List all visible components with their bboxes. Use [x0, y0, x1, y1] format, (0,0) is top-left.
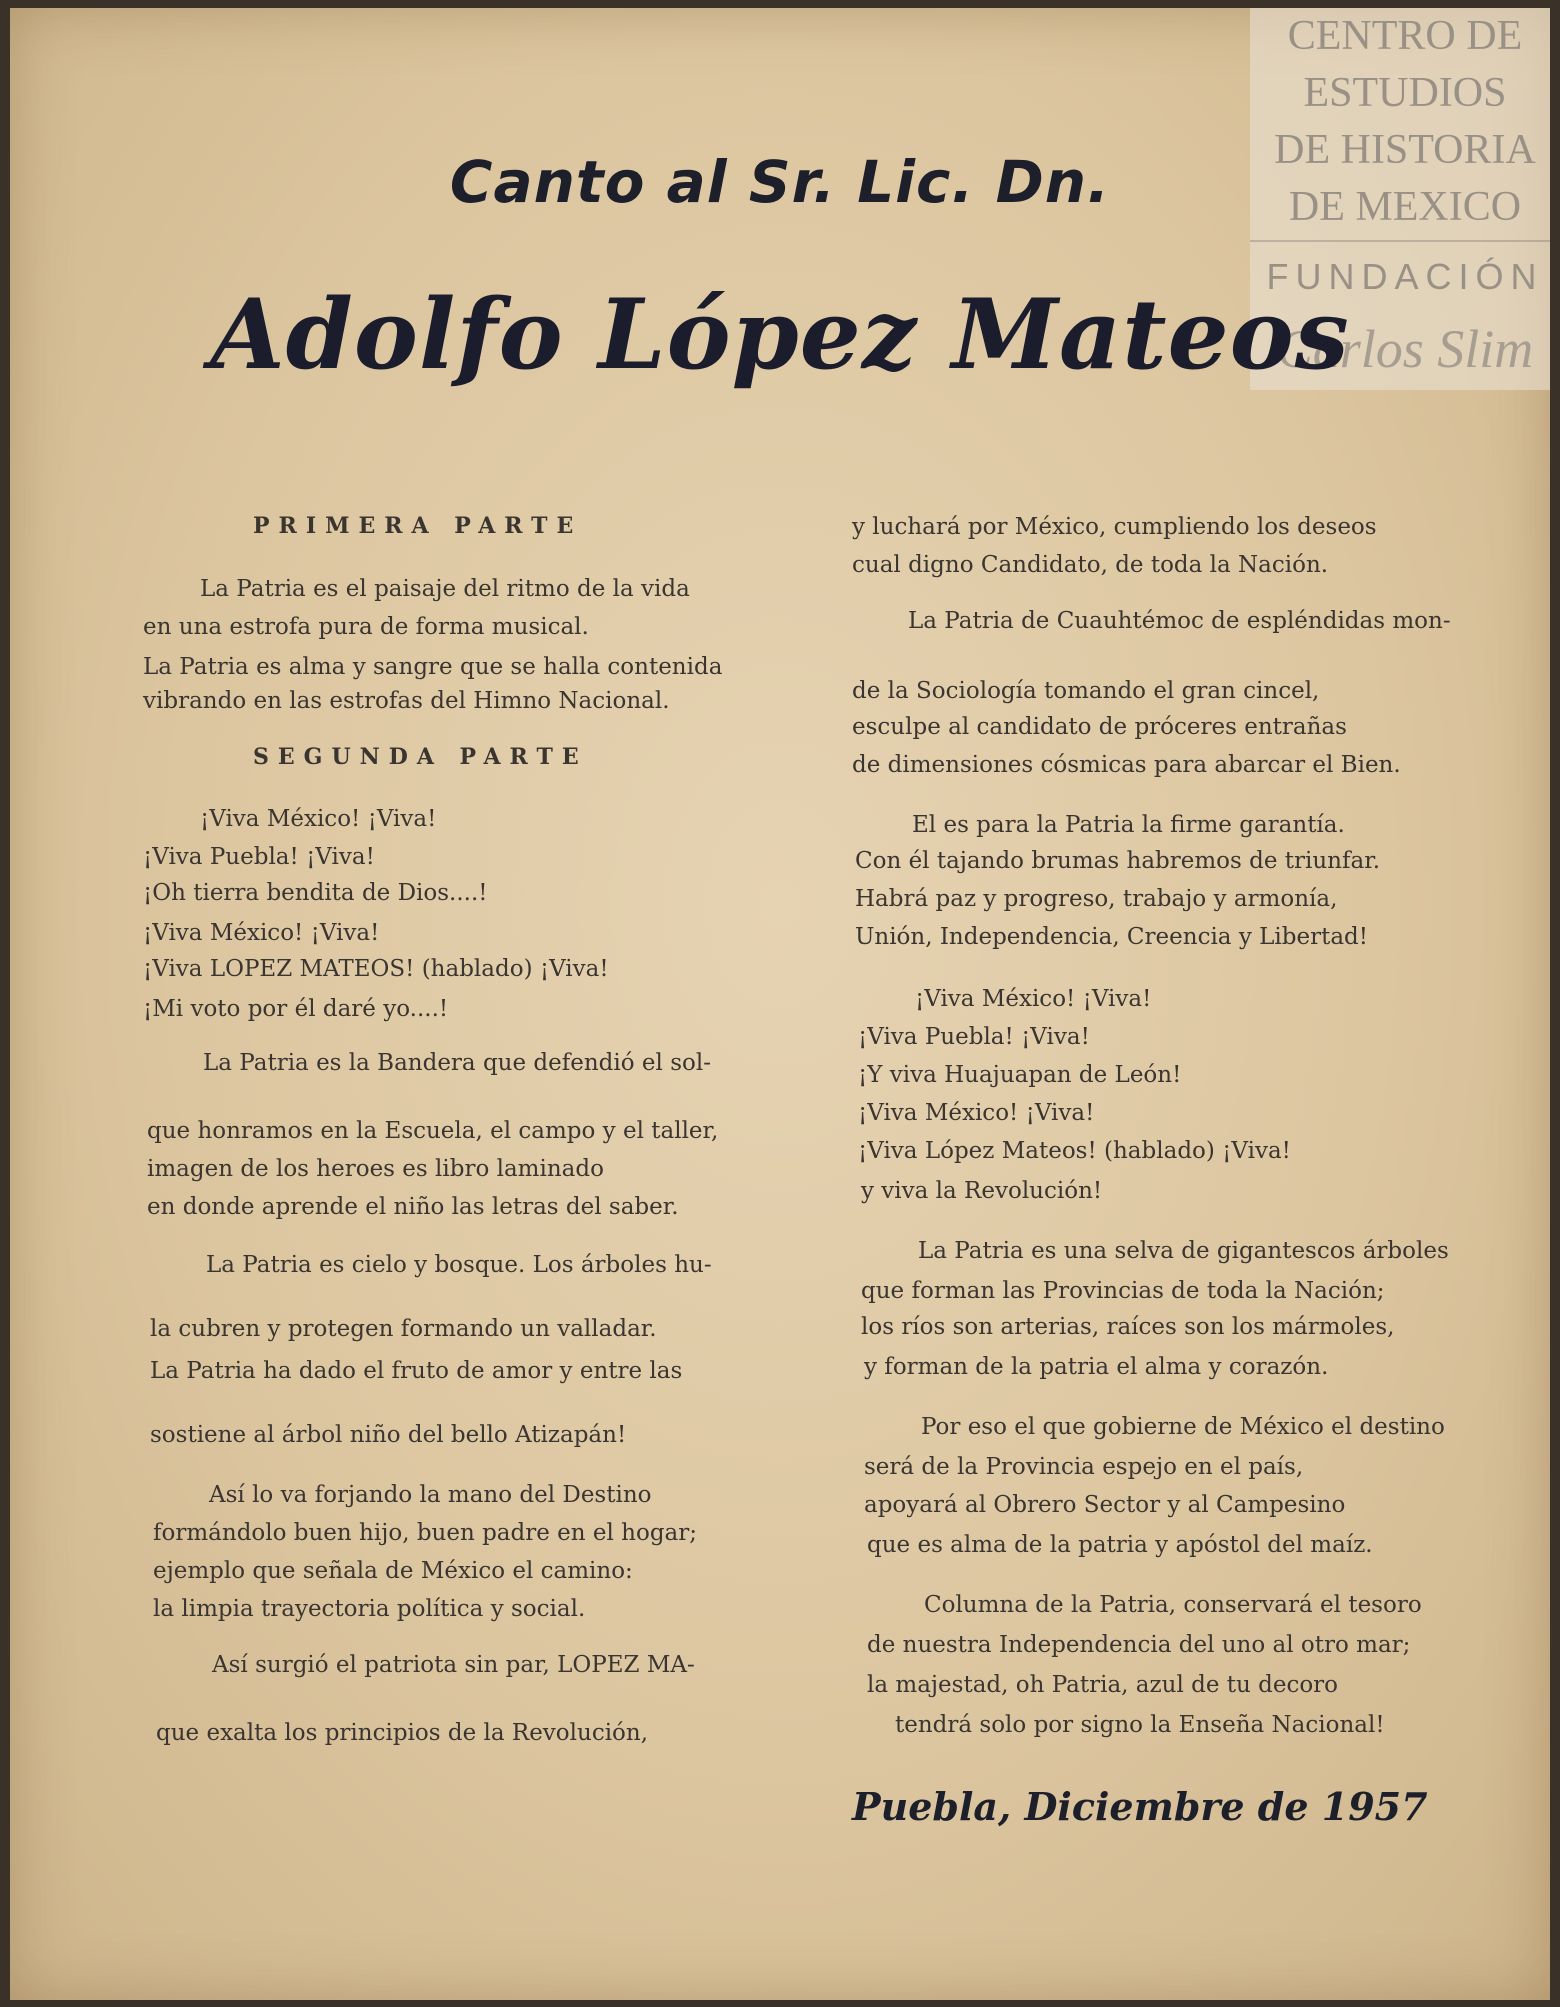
- watermark-line: DE HISTORIA: [1274, 127, 1536, 173]
- poem-line: de la Sociología tomando el gran cincel,: [852, 678, 1320, 704]
- poem-line: sostiene al árbol niño del bello Atizapán!: [150, 1422, 627, 1448]
- poem-line: La Patria es alma y sangre que se halla contenida: [143, 654, 723, 680]
- poem-line: ejemplo que señala de México el camino:: [153, 1558, 633, 1584]
- poem-line: ¡Viva México! ¡Viva!: [200, 806, 437, 832]
- poem-line: Habrá paz y progreso, trabajo y armonía,: [855, 886, 1338, 912]
- poem-line: El es para la Patria la firme garantía.: [912, 812, 1345, 838]
- poem-line: en donde aprende el niño las letras del saber.: [147, 1194, 679, 1220]
- poem-line: apoyará al Obrero Sector y al Campesino: [864, 1492, 1346, 1518]
- poem-line: Por eso el que gobierne de México el destino: [921, 1414, 1445, 1440]
- poem-line: y forman de la patria el alma y corazón.: [864, 1354, 1329, 1380]
- poem-line: La Patria ha dado el fruto de amor y entre las: [150, 1358, 683, 1384]
- poem-line: La Patria es una selva de gigantescos árboles: [918, 1238, 1449, 1264]
- poem-line: la cubren y protegen formando un valladar.: [150, 1316, 657, 1342]
- document-page: [10, 8, 1550, 2000]
- poem-line: La Patria es el paisaje del ritmo de la vida: [200, 576, 690, 602]
- title-dedication: Canto al Sr. Lic. Dn.: [449, 148, 1111, 216]
- poem-line: la limpia trayectoria política y social.: [153, 1596, 586, 1622]
- watermark-line: ESTUDIOS: [1303, 70, 1507, 116]
- poem-line: esculpe al candidato de próceres entrañas: [852, 714, 1347, 740]
- poem-line: de nuestra Independencia del uno al otro mar;: [867, 1632, 1411, 1658]
- watermark-line: CENTRO DE: [1287, 13, 1523, 59]
- poem-line: y viva la Revolución!: [861, 1178, 1103, 1204]
- section-heading: PRIMERA PARTE: [253, 513, 583, 539]
- poem-line: Unión, Independencia, Creencia y Libertad!: [855, 924, 1369, 950]
- poem-line: La Patria es cielo y bosque. Los árboles hu-: [206, 1252, 712, 1278]
- poem-line: ¡Viva México! ¡Viva!: [915, 986, 1152, 1012]
- place-date-footer: Puebla, Diciembre de 1957: [852, 1784, 1428, 1829]
- poem-line: vibrando en las estrofas del Himno Nacional.: [143, 688, 670, 714]
- watermark-divider: [1250, 240, 1550, 242]
- poem-line: ¡Viva Puebla! ¡Viva!: [858, 1024, 1090, 1050]
- poem-line: los ríos son arterias, raíces son los mármoles,: [861, 1314, 1395, 1340]
- poem-line: ¡Mi voto por él daré yo....!: [143, 996, 449, 1022]
- poem-line: La Patria de Cuauhtémoc de espléndidas mon-: [908, 608, 1451, 634]
- poem-line: Así lo va forjando la mano del Destino: [209, 1482, 652, 1508]
- watermark-signature: Carlos Slim: [1276, 319, 1534, 379]
- poem-line: será de la Provincia espejo en el país,: [864, 1454, 1304, 1480]
- poem-line: y luchará por México, cumpliendo los deseos: [852, 514, 1377, 540]
- poem-line: la majestad, oh Patria, azul de tu decoro: [867, 1672, 1339, 1698]
- poem-line: ¡Viva LOPEZ MATEOS! (hablado) ¡Viva!: [143, 956, 609, 982]
- poem-line: imagen de los heroes es libro laminado: [147, 1156, 604, 1182]
- poem-line: Columna de la Patria, conservará el tesoro: [924, 1592, 1422, 1618]
- poem-line: que honramos en la Escuela, el campo y el taller,: [147, 1118, 719, 1144]
- watermark-line: DE MEXICO: [1288, 184, 1522, 230]
- poem-line: que es alma de la patria y apóstol del maíz.: [867, 1532, 1373, 1558]
- poem-line: que forman las Provincias de toda la Nación;: [861, 1278, 1385, 1304]
- poem-line: formándolo buen hijo, buen padre en el hogar;: [153, 1520, 698, 1546]
- poem-line: en una estrofa pura de forma musical.: [143, 614, 589, 640]
- poem-line: Así surgió el patriota sin par, LOPEZ MA-: [212, 1652, 695, 1678]
- poem-line: ¡Viva Puebla! ¡Viva!: [143, 844, 375, 870]
- title-name: Adolfo López Mateos: [210, 278, 1350, 391]
- poem-line: ¡Viva México! ¡Viva!: [858, 1100, 1095, 1126]
- poem-line: cual digno Candidato, de toda la Nación.: [852, 552, 1329, 578]
- poem-line: de dimensiones cósmicas para abarcar el Bien.: [852, 752, 1401, 778]
- poem-line: La Patria es la Bandera que defendió el sol-: [203, 1050, 711, 1076]
- poem-line: Con él tajando brumas habremos de triunfar.: [855, 848, 1381, 874]
- poem-line: que exalta los principios de la Revolución,: [156, 1720, 649, 1746]
- poem-line: tendrá solo por signo la Enseña Nacional!: [895, 1712, 1385, 1738]
- poem-line: ¡Viva López Mateos! (hablado) ¡Viva!: [858, 1138, 1291, 1164]
- watermark-fundacion: FUNDACIÓN: [1266, 256, 1544, 297]
- poem-line: ¡Viva México! ¡Viva!: [143, 920, 380, 946]
- poem-line: ¡Oh tierra bendita de Dios....!: [143, 880, 488, 906]
- poem-line: ¡Y viva Huajuapan de León!: [858, 1062, 1182, 1088]
- section-heading: SEGUNDA PARTE: [253, 744, 588, 770]
